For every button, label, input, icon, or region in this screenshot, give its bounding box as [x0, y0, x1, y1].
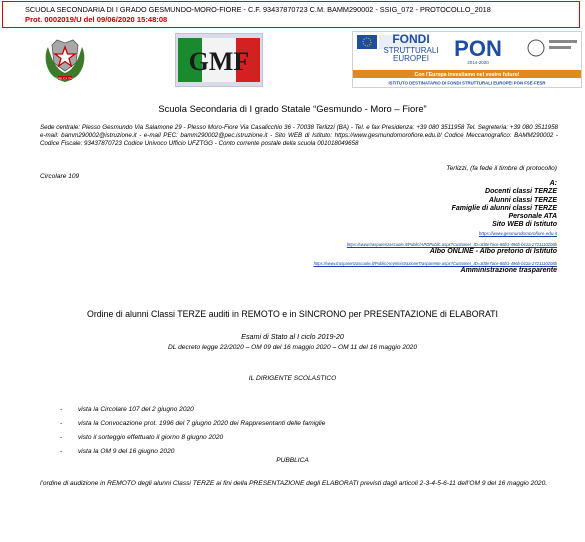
republic-emblem-logo — [40, 33, 90, 85]
list-item: - visto il sorteggio effettuato il giorno 8 giugno 2020 — [60, 434, 224, 442]
recipients-block — [297, 180, 557, 275]
pon-europei-label: EUROPEI — [392, 54, 430, 63]
gmf-logo-text: GMF — [188, 47, 250, 76]
school-address-block: Sede centrale: Plesso Gesmundo Via Salamone 29 - Plesso Moro-Fiore Via Casalicchio 36 - 70038 Terlizzi (BA) - Tel. e fax Presidenza: +39 080 3511958 Tel. Segreteria: +39 080 3511958 e-mail: bamm290002@istruzione.it - e-mail PEC: bamm290002@pec.istruzione.it - Sito WEB di Istituto: https://www.gesmundomorofiore.edu.it/ Codice Meccanografico: BAMM290002 - Codice Fiscale: 93437870723 Codice Univoco Ufficio UFZTGG - Conto corrente postale della scuola 001018049658 — [40, 124, 558, 147]
svg-text:REPVBBLICA ITALIANA: REPVBBLICA ITALIANA — [50, 77, 80, 81]
school-gmf-logo — [175, 33, 263, 87]
protocol-school-line: SCUOLA SECONDARIA DI I GRADO GESMUNDO-MORO-FIORE - C.F. 93437870723 C.M. BAMM290002 - SSIG_072 - PROTOCOLLO_2018 — [25, 5, 491, 14]
pon-fondi-label: FONDI — [392, 32, 430, 46]
sito-web-link[interactable]: https://www.gesmundomorofiore.edu.it — [478, 230, 557, 236]
decree-reference: DL decreto legge 22/2020 – OM 09 del 16 maggio 2020 – OM 11 del 16 maggio 2020 — [167, 344, 418, 351]
recipient-docenti: Docenti classi TERZE — [485, 188, 557, 196]
pon-fse-banner — [352, 31, 582, 88]
list-item: - vista la Convocazione prot. 1996 del 7 giugno 2020 dei Rappresentanti delle famiglie — [60, 420, 326, 428]
circular-number: Circolare 109 — [40, 173, 80, 180]
recipients-prefix: A: — [549, 180, 557, 187]
publishes-heading: PUBBLICA — [276, 457, 309, 464]
protocol-stamp — [2, 1, 580, 28]
considerations-list — [60, 403, 560, 459]
amministrazione-trasparente-link[interactable]: https://www.trasparenzascuole.it/Public/AmministrazioneTrasparente.aspx?Customer_ID=3d0e7ace-86b1-496b-b12a-2721110208b — [313, 261, 557, 267]
order-statement: l’ordine di audizione in REMOTO degli alunni Classi TERZE ai fini della PRESENTAZIONE degli ELABORATI previsti dagli articoli 2-3-4-5-6-11 dell’OM 9 del 16 maggio 2020. — [40, 480, 548, 487]
list-item: - vista la Circolare 107 del 2 giugno 2020 — [60, 406, 194, 413]
document-title: Ordine di alunni Classi TERZE auditi in REMOTO e in SINCRONO per PRESENTAZIONE di ELABORATI — [87, 309, 498, 319]
recipient-personale: Personale ATA — [508, 213, 557, 221]
pon-brand-label: PON — [454, 36, 502, 61]
recipient-albo: Albo ONLINE - Albo pretorio di Istituto — [429, 247, 557, 255]
list-item: - vista la OM 9 del 16 giugno 2020 — [60, 448, 175, 456]
recipient-alunni: Alunni classi TERZE — [488, 196, 557, 204]
recipient-sito: Sito WEB di Istituto — [492, 221, 557, 229]
school-title: Scuola Secondaria di I grado Statale “Gesmundo - Moro – Fiore” — [158, 103, 427, 114]
pon-strutturali-label: STRUTTURALI — [383, 46, 439, 55]
albo-online-link[interactable]: https://www.trasparenzascuole.it/Public/APDPublic.aspx?Customer_ID=3d0e7ace-86b1-496b-b12a-2721110208b — [346, 241, 557, 247]
protocol-number: Prot. 0002019/U del 09/06/2020 15:48:08 — [25, 15, 168, 24]
place-date-line: Terlizzi, (fa fede il timbre di protocollo) — [446, 165, 557, 172]
ministry-seal-icon — [528, 40, 544, 56]
pon-tagline: Con l'Europa investiamo nel vostro futuro! — [414, 72, 520, 78]
pon-footer: ISTITUTO DESTINATARIO DI FONDI STRUTTURALI EUROPEI PON FSE-FESR — [388, 80, 546, 86]
principal-heading: IL DIRIGENTE SCOLASTICO — [248, 375, 337, 382]
exam-subtitle: Esami di Stato al I ciclo 2019-20 — [241, 332, 344, 341]
recipient-amministrazione: Amministrazione trasparente — [460, 267, 557, 275]
recipient-famiglie: Famiglie di alunni classi TERZE — [451, 204, 557, 212]
pon-years-label: 2014-2020 — [467, 60, 489, 65]
